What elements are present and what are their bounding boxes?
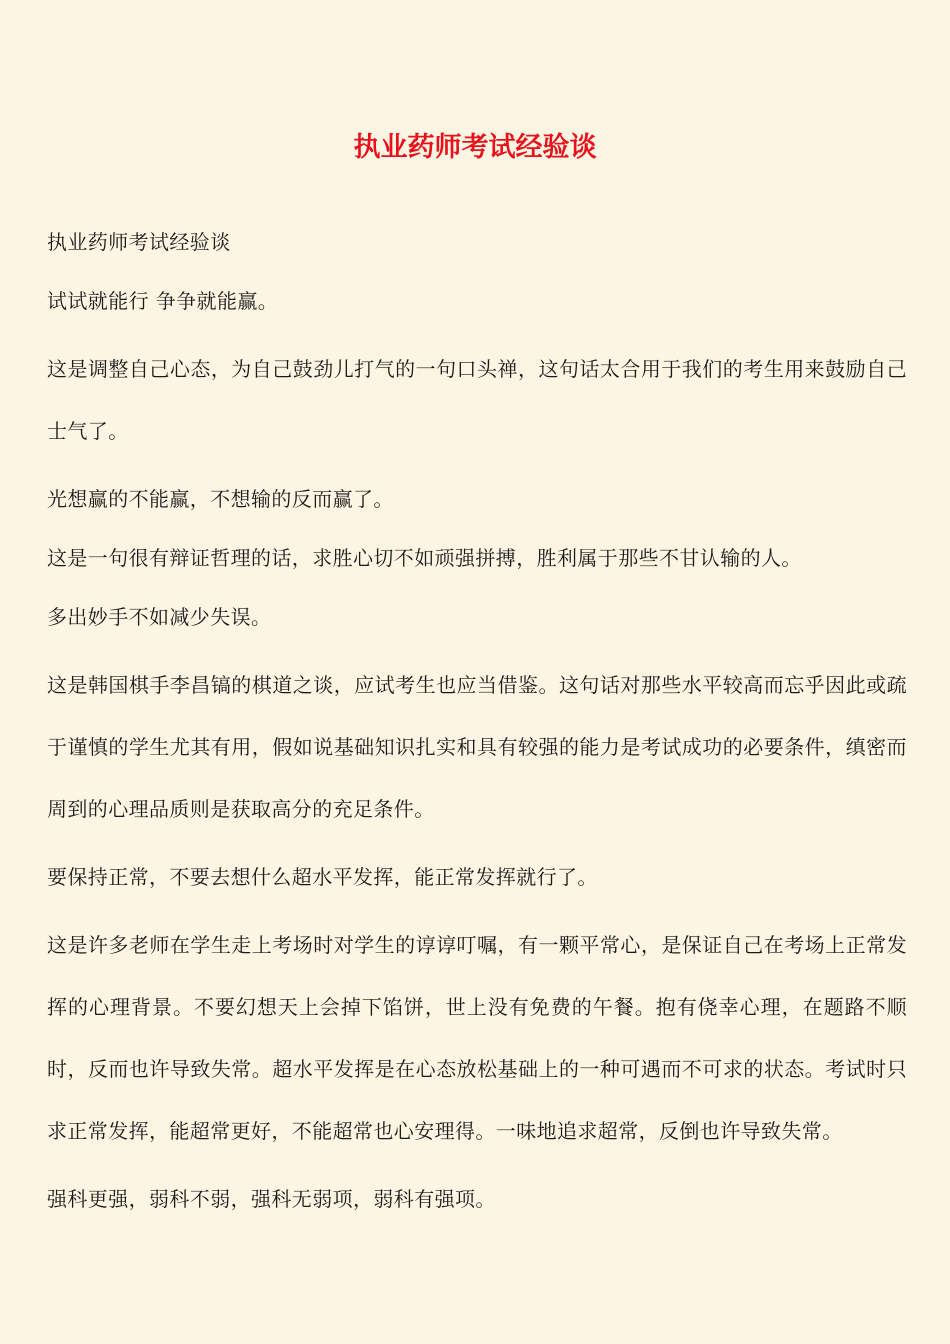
- paragraph-explanation-3: 这是韩国棋手李昌镐的棋道之谈，应试考生也应当借鉴。这句话对那些水平较高而忘乎因此或疏于谨慎的学生尤其有用，假如说基础知识扎实和具有较强的能力是考试成功的必要条件，缜密而周到的心理品质则是获取高分的充足条件。: [47, 673, 907, 821]
- document-title: 执业药师考试经验谈: [353, 132, 597, 163]
- paragraph-motto-5: 强科更强，弱科不弱，强科无弱项，弱科有强项。: [47, 1187, 496, 1211]
- paragraph-explanation-1: 这是调整自己心态，为自己鼓劲儿打气的一句口头禅，这句话太合用于我们的考生用来鼓励自己士气了。: [47, 357, 907, 443]
- paragraph-explanation-2: 这是一句很有辩证哲理的话，求胜心切不如顽强拼搏，胜利属于那些不甘认输的人。: [47, 546, 802, 570]
- paragraph-heading: 执业药师考试经验谈: [47, 230, 231, 254]
- paragraph-explanation-4: 这是许多老师在学生走上考场时对学生的谆谆叮嘱，有一颗平常心，是保证自己在考场上正常发挥的心理背景。不要幻想天上会掉下馅饼，世上没有免费的午餐。抱有侥幸心理，在题路不顺时，反而也许导致失常。超水平发挥是在心态放松基础上的一种可遇而不可求的状态。考试时只求正常发挥，能超常更好，不能超常也心安理得。一味地追求超常，反倒也许导致失常。: [47, 933, 907, 1143]
- document-body: [47, 220, 907, 1236]
- paragraph-motto-4: 要保持正常，不要去想什么超水平发挥，能正常发挥就行了。: [47, 865, 598, 889]
- paragraph-motto-1: 试试就能行 争争就能赢。: [47, 289, 279, 313]
- paragraph-motto-3: 多出妙手不如减少失误。: [47, 605, 272, 629]
- paragraph-motto-2: 光想赢的不能赢，不想输的反而赢了。: [47, 487, 394, 511]
